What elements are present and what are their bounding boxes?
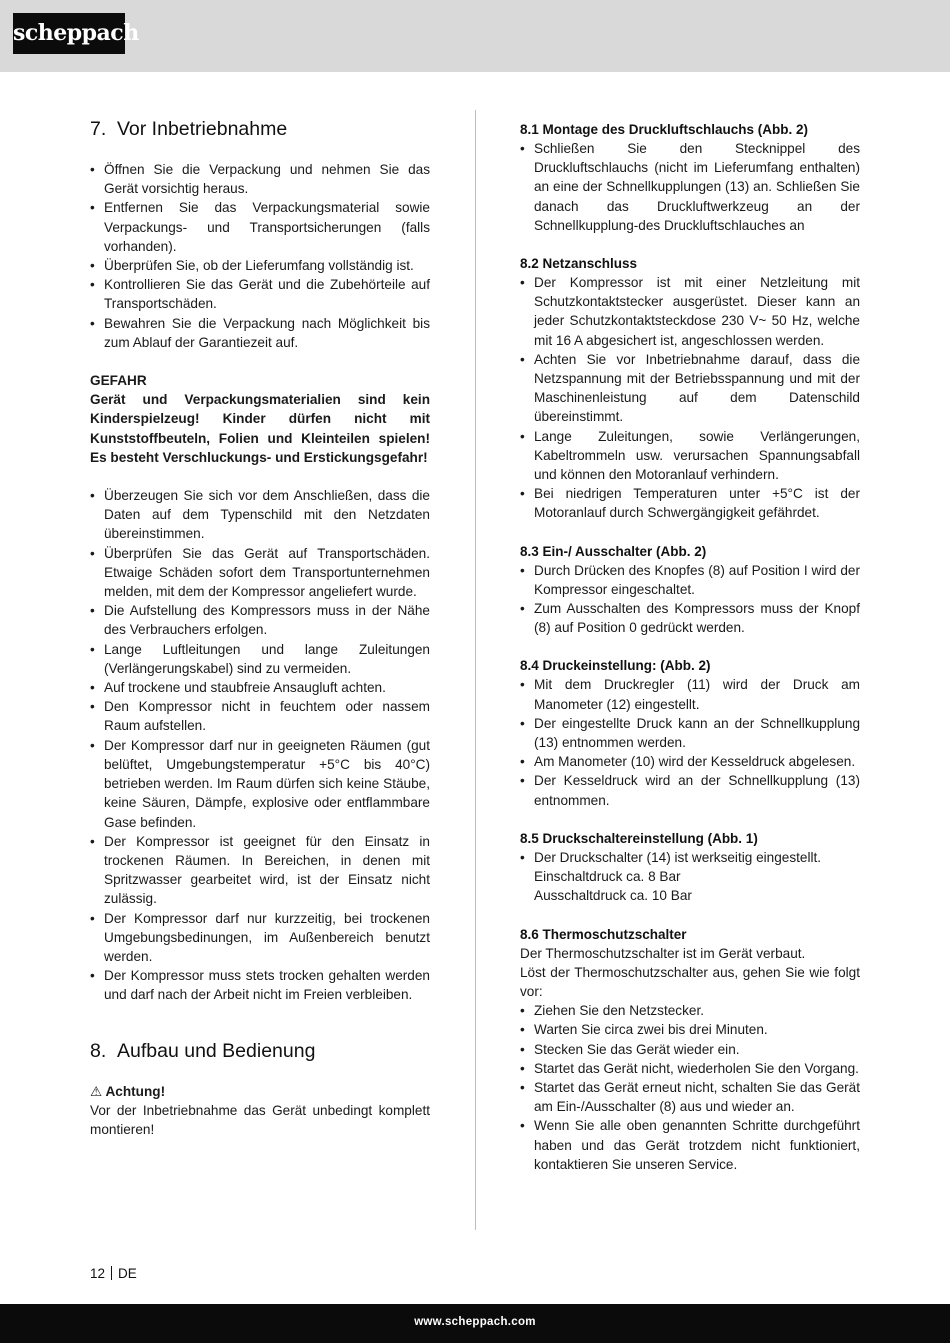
section-8-3-heading: 8.3 Ein-/ Ausschalter (Abb. 2) — [520, 543, 707, 559]
footer-bar — [0, 1304, 950, 1343]
list-item: • Mit dem Druckregler (11) wird der Druck am Manometer (12) eingestellt. — [520, 675, 860, 713]
list-item: • Entfernen Sie das Verpackungsmaterial sowie Verpackungs- und Transportsicherungen (falls vorhanden). — [90, 198, 430, 256]
left-column — [90, 118, 430, 1139]
thermo-paragraph-2: Löst der Thermoschutzschalter aus, gehen Sie wie folgt vor: — [520, 964, 860, 999]
list-8-1 — [520, 139, 860, 235]
list-item: • Der Kompressor darf nur kurzzeitig, bei trockenen Umgebungsbedinungen, im Außenbereich benutzt werden. — [90, 909, 430, 967]
column-divider — [475, 110, 476, 1230]
scheppach-logo: scheppach — [13, 13, 125, 54]
danger-text: Gerät und Verpackungsmaterialien sind kein Kinderspielzeug! Kinder dürfen nicht mit Kunststoffbeuteln, Folien und Kleinteilen spielen! Es besteht Verschluckungs- und Erstickungsgefahr! — [90, 392, 430, 465]
list-item: • Die Aufstellung des Kompressors muss in der Nähe des Verbrauchers erfolgen. — [90, 601, 430, 639]
list-item: • Achten Sie vor Inbetriebnahme darauf, dass die Netzspannung mit der Betriebsspannung und mit der Maschinenleistung auf dem Datenschild übereinstimmt. — [520, 350, 860, 427]
section-7-heading: 7. Vor Inbetriebnahme — [90, 118, 288, 140]
list-item: • Den Kompressor nicht in feuchtem oder nassem Raum aufstellen. — [90, 697, 430, 735]
right-column — [520, 120, 860, 1174]
section-8-6-heading: 8.6 Thermoschutzschalter — [520, 926, 687, 942]
list-item: • Bei niedrigen Temperaturen unter +5°C ist der Motoranlauf durch Schwergängigkeit gefährdet. — [520, 484, 860, 522]
list-item: • Zum Ausschalten des Kompressors muss der Knopf (8) auf Position 0 gedrückt werden. — [520, 599, 860, 637]
list-item: • Wenn Sie alle oben genannten Schritte durchgeführt haben und das Gerät trotzdem nicht funktioniert, kontaktieren Sie unseren Service. — [520, 1116, 860, 1174]
list-item: • Der Kompressor ist geeignet für den Einsatz in trockenen Räumen. In Bereichen, in denen mit Spritzwasser gearbeitet wird, ist der Einsatz nicht zulässig. — [90, 832, 430, 909]
attention-title: ⚠ Achtung! — [90, 1083, 166, 1099]
list-item: • Kontrollieren Sie das Gerät und die Zubehörteile auf Transportschäden. — [90, 275, 430, 313]
page-number: 12 DE — [90, 1266, 137, 1281]
list-item: • Überprüfen Sie das Gerät auf Transportschäden. Etwaige Schäden sofort dem Transportunternehmen melden, mit dem der Kompressor angeliefert wurde. — [90, 544, 430, 602]
list-item: • Überzeugen Sie sich vor dem Anschließen, dass die Daten auf dem Typenschild mit den Netzdaten übereinstimmen. — [90, 486, 430, 544]
section-8-5-heading: 8.5 Druckschaltereinstellung (Abb. 1) — [520, 830, 758, 846]
thermo-paragraph-1: Der Thermoschutzschalter ist im Gerät verbaut. — [520, 945, 806, 961]
danger-title: GEFAHR — [90, 373, 147, 389]
list-item: • Startet das Gerät nicht, wiederholen Sie den Vorgang. — [520, 1059, 860, 1078]
list-item: • Der Druckschalter (14) ist werkseitig eingestellt. — [520, 848, 860, 867]
list-item: • Überprüfen Sie, ob der Lieferumfang vollständig ist. — [90, 256, 430, 275]
list-item: • Schließen Sie den Stecknippel des Druckluftschlauchs (nicht im Lieferumfang enthalten) an eine der Schnellkupplungen (13) an. Schließen Sie danach das Druckluftwerkzeug an der Schnellkupplung-des Druckluftschlauches an — [520, 139, 860, 235]
list-item: • Öffnen Sie die Verpackung und nehmen Sie das Gerät vorsichtig heraus. — [90, 160, 430, 198]
list-item: • Bewahren Sie die Verpackung nach Möglichkeit bis zum Ablauf der Garantiezeit auf. — [90, 314, 430, 352]
list-item: • Warten Sie circa zwei bis drei Minuten. — [520, 1020, 860, 1039]
list-setup-conditions — [90, 486, 430, 1004]
list-item: • Der Kesseldruck wird an der Schnellkupplung (13) entnommen. — [520, 771, 860, 809]
list-item: • Der Kompressor darf nur in geeigneten Räumen (gut belüftet, Umgebungstemperatur +5°C bis 40°C) betrieben werden. Im Raum dürfen sich keine Stäube, keine Säuren, Dämpfe, explosive oder entflammbare Gase befinden. — [90, 736, 430, 832]
list-item: • Lange Zuleitungen, sowie Verlängerungen, Kabeltrommeln usw. verursachen Spannungsabfall und können den Motoranlauf verhindern. — [520, 427, 860, 485]
section-8-2-heading: 8.2 Netzanschluss — [520, 256, 638, 272]
list-item: • Der Kompressor ist mit einer Netzleitung mit Schutzkontaktstecker ausgerüstet. Dieser kann an jeder Schutzkontaktsteckdose 230 V~ 50 Hz, welche mit 16 A abgesichert ist, angeschlossen werden. — [520, 273, 860, 350]
list-8-4 — [520, 675, 860, 809]
list-item: • Der eingestellte Druck kann an der Schnellkupplung (13) entnommen werden. — [520, 714, 860, 752]
section-8-heading: 8. Aufbau und Bedienung — [90, 1039, 316, 1062]
switch-off-pressure: Ausschaltdruck ca. 10 Bar — [534, 888, 692, 904]
list-item: • Stecken Sie das Gerät wieder ein. — [520, 1040, 860, 1059]
list-8-3 — [520, 561, 860, 638]
header-bar — [0, 0, 950, 72]
list-8-2 — [520, 273, 860, 523]
list-item: • Am Manometer (10) wird der Kesseldruck abgelesen. — [520, 752, 860, 771]
list-item: • Lange Luftleitungen und lange Zuleitungen (Verlängerungskabel) sind zu vermeiden. — [90, 640, 430, 678]
attention-text: Vor der Inbetriebnahme das Gerät unbedingt komplett montieren! — [90, 1102, 430, 1137]
list-unpacking — [90, 160, 430, 352]
website-url[interactable]: www.scheppach.com — [414, 1316, 536, 1328]
list-item: • Auf trockene und staubfreie Ansaugluft achten. — [90, 678, 430, 697]
list-8-5 — [520, 848, 860, 867]
switch-on-pressure: Einschaltdruck ca. 8 Bar — [534, 869, 681, 885]
list-item: • Ziehen Sie den Netzstecker. — [520, 1001, 860, 1020]
list-8-6 — [520, 1001, 860, 1174]
section-8-4-heading: 8.4 Druckeinstellung: (Abb. 2) — [520, 658, 711, 674]
list-item: • Startet das Gerät erneut nicht, schalten Sie das Gerät am Ein-/Ausschalter (8) aus und wieder an. — [520, 1078, 860, 1116]
list-item: • Der Kompressor muss stets trocken gehalten werden und darf nach der Arbeit nicht im Freien verbleiben. — [90, 966, 430, 1004]
list-item: • Durch Drücken des Knopfes (8) auf Position I wird der Kompressor eingeschaltet. — [520, 561, 860, 599]
section-8-1-heading: 8.1 Montage des Druckluftschlauchs (Abb. 2) — [520, 122, 809, 137]
